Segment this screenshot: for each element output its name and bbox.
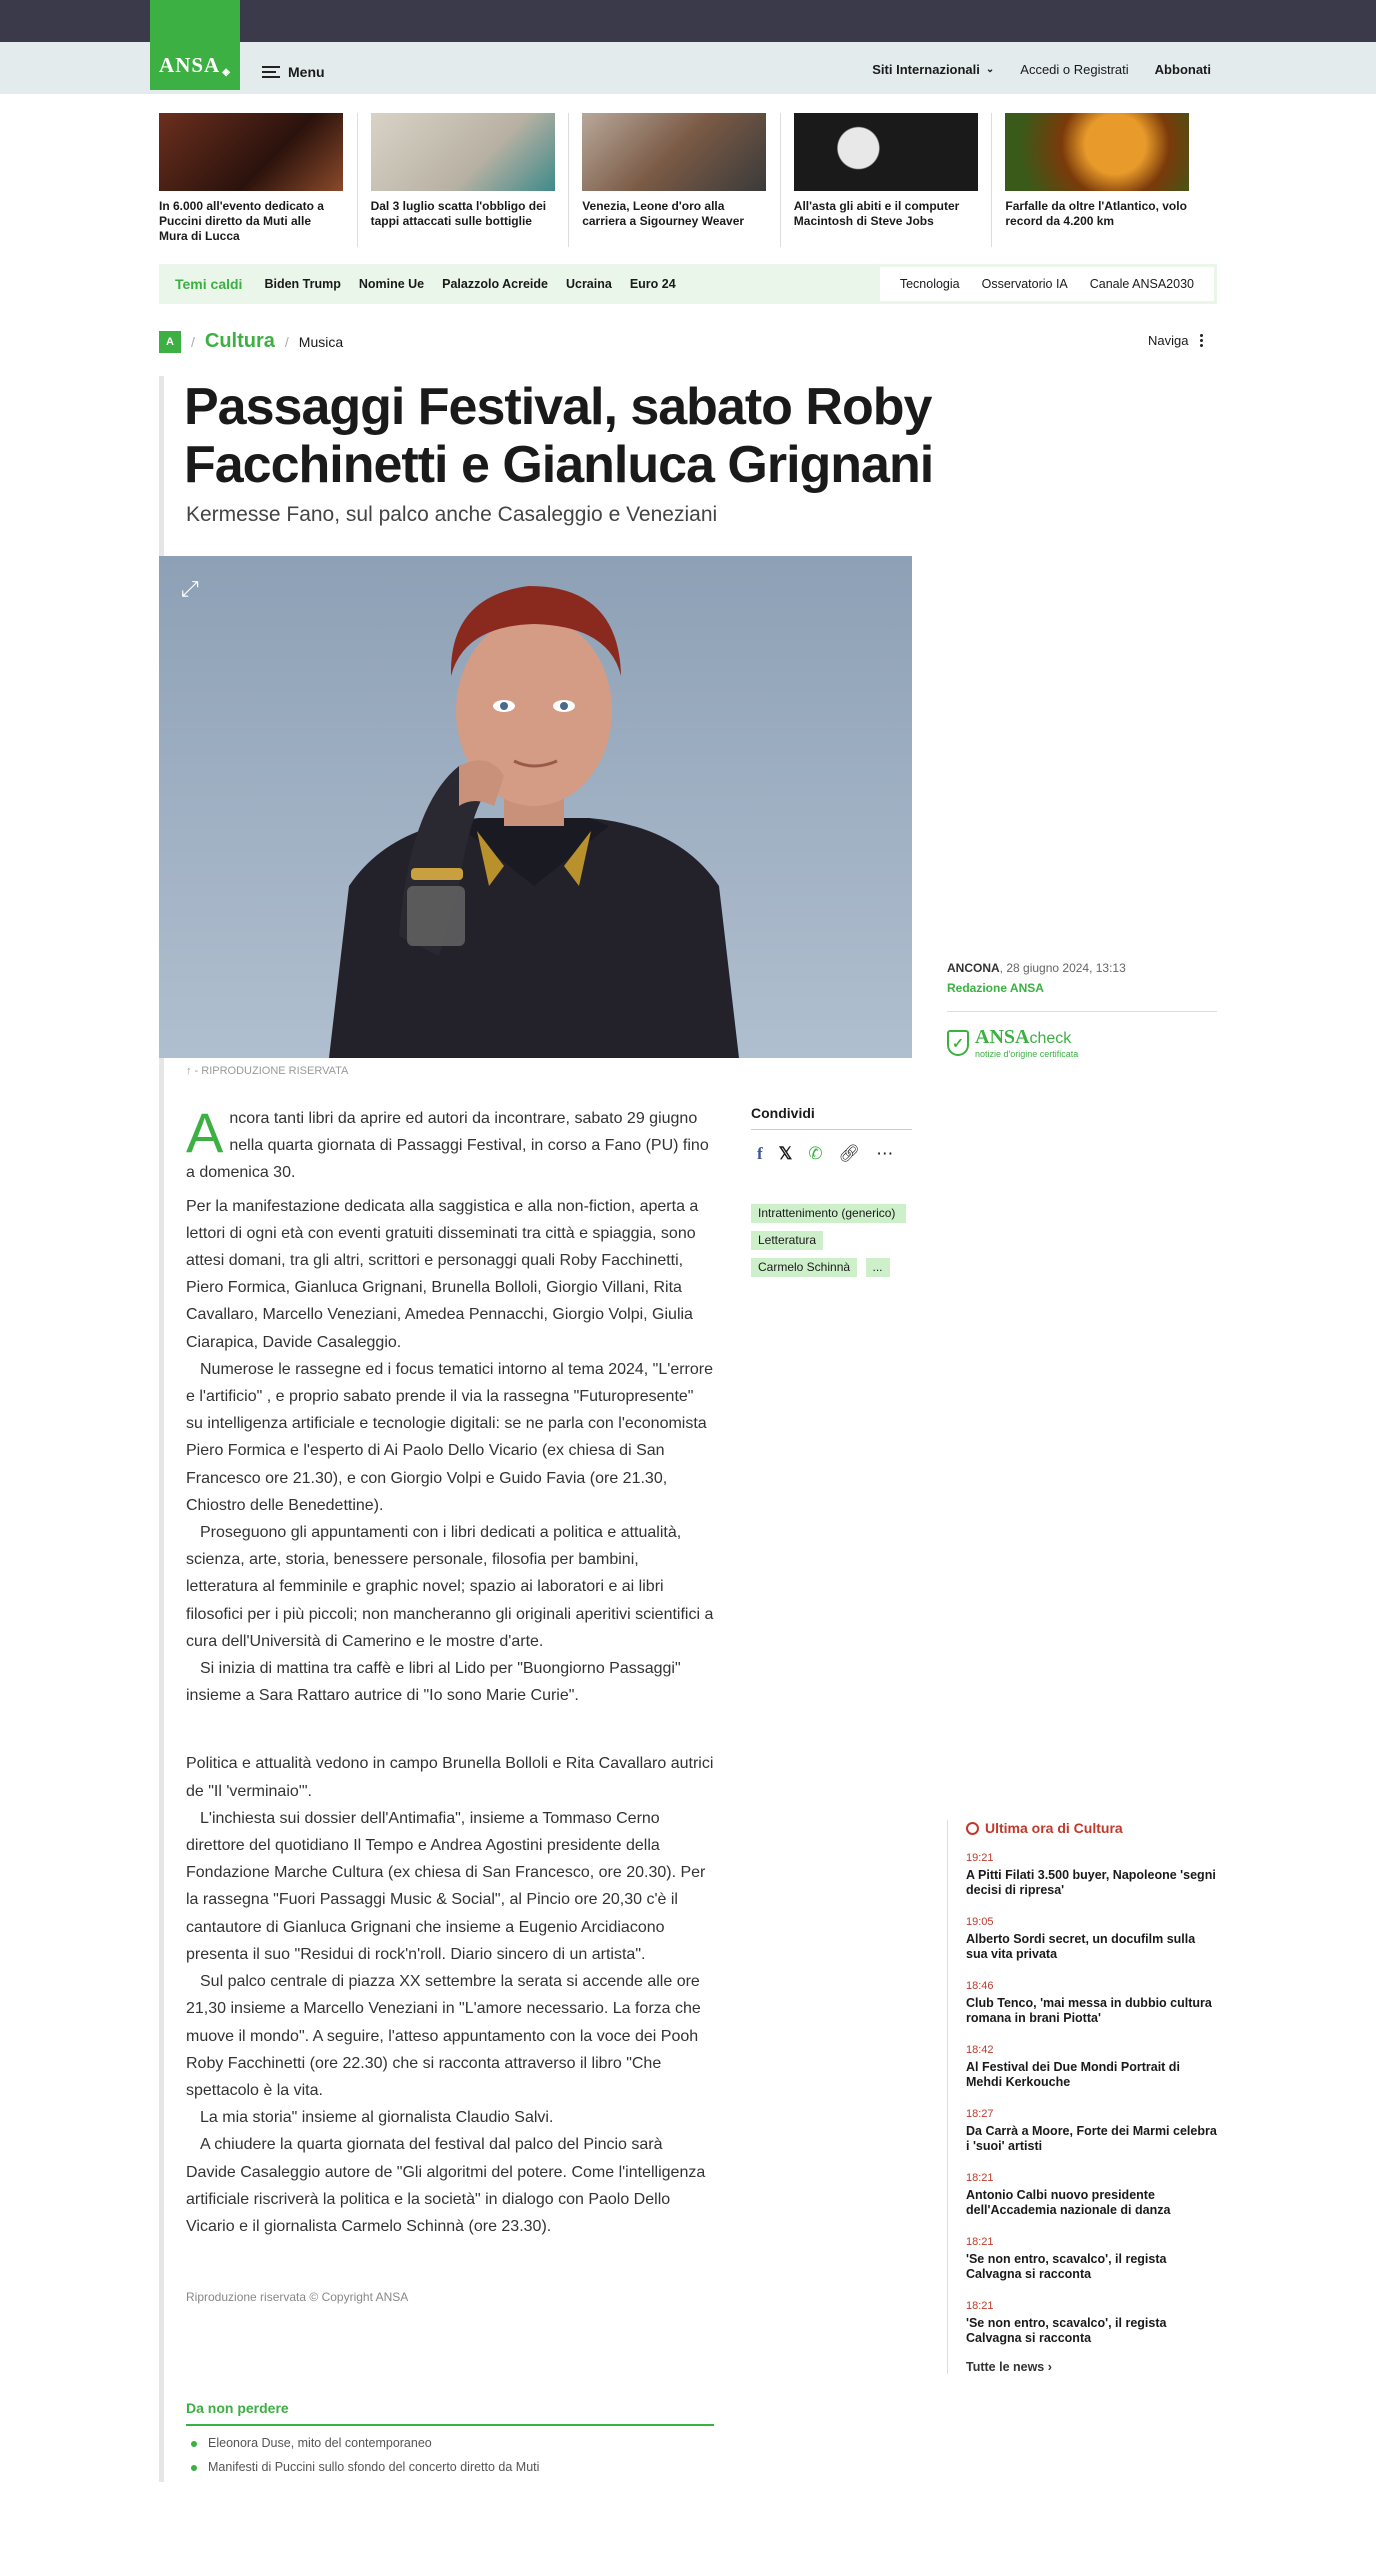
hot-topic-link[interactable]: Nomine Ue (358, 277, 425, 291)
article-photo[interactable] (159, 556, 912, 1058)
da-non-perdere-title: Da non perdere (186, 2400, 714, 2426)
news-title: Al Festival dei Due Mondi Portrait di Mehdi Kerkouche (966, 2060, 1180, 2089)
paragraph: L'inchiesta sui dossier dell'Antimafia", insieme a Tommaso Cerno direttore del quotidiano Il Tempo e Andrea Agostini presidente della Fondazione Marche Cultura (ex chiesa di San Francesco, ore 20.30). Per la rassegna "Fuori Passaggi Music & Social", al Pincio ore 20,30 c'è il cantautore di Gianluca Grignani che insieme a Eugenio Arcidiacono presenta il suo "Residui di rock'n'roll. Diario sincero di un artista". (186, 1809, 706, 1963)
da-non-perdere (186, 2400, 714, 2474)
list-item[interactable]: Manifesti di Puccini sullo sfondo del concerto diretto da Muti (186, 2460, 714, 2474)
ultima-ora-title: Ultima ora di Cultura (966, 1820, 1217, 1836)
breadcrumb (159, 330, 343, 353)
tag-chip[interactable]: Letteratura (751, 1231, 823, 1250)
news-item[interactable] (966, 2300, 1217, 2346)
news-title: Antonio Calbi nuovo presidente dell'Accademia nazionale di danza (966, 2188, 1171, 2217)
news-title: Club Tenco, 'mai messa in dubbio cultura romana in brani Piotta' (966, 1996, 1212, 2025)
paragraph: Per la manifestazione dedicata alla saggistica e alla non-fiction, aperta a lettori di ogni età con eventi gratuiti disseminati tra città e spiaggia, sono attesi domani, tra gli altri, scrittori e personaggi quali Roby Facchinetti, Piero Formica, Gianluca Grignani, Brunella Bolloli, Giorgio Villani, Rita Cavallaro, Marcello Veneziani, Amedea Pennacchi, Giorgio Volpi, Giulia Ciarapica, Davide Casaleggio. (186, 1197, 699, 1351)
paragraph: Si inizia di mattina tra caffè e libri al Lido per "Buongiorno Passaggi" insieme a Sara Rattaro autrice di "Io sono Marie Curie". (186, 1660, 681, 1705)
news-time: 18:21 (966, 2172, 994, 2184)
kebab-icon (1200, 334, 1203, 347)
news-title: Da Carrà a Moore, Forte dei Marmi celebra i 'suoi' artisti (966, 2124, 1217, 2153)
news-time: 18:42 (966, 2044, 994, 2056)
hot-topics-bar (159, 264, 1217, 304)
news-item[interactable] (966, 1852, 1217, 1898)
location: ANCONA (947, 961, 1000, 975)
breadcrumb-subsection[interactable]: Musica (298, 333, 344, 350)
divider (947, 1011, 1217, 1012)
menu-button[interactable] (262, 64, 325, 80)
story-caption: Farfalle da oltre l'Atlantico, volo record da 4.200 km (1005, 199, 1187, 228)
check-tagline: notizie d'origine certificata (975, 1049, 1079, 1059)
x-icon[interactable]: 𝕏 (778, 1144, 793, 1163)
story-caption: Dal 3 luglio scatta l'obbligo dei tappi attaccati sulle bottiglie (370, 199, 547, 228)
separator: / (191, 333, 195, 350)
menu-label: Menu (288, 64, 325, 80)
ansa-check-badge[interactable] (947, 1027, 1078, 1059)
hot-topic-link[interactable]: Palazzolo Acreide (442, 277, 548, 291)
news-item[interactable] (966, 1916, 1217, 1962)
hot-topic-link[interactable]: Euro 24 (629, 277, 676, 291)
whatsapp-icon[interactable]: ✆ (808, 1144, 823, 1163)
news-item[interactable] (966, 2236, 1217, 2282)
check-shield-icon: ✓ (947, 1030, 969, 1056)
siti-internazionali-dropdown[interactable] (872, 62, 994, 77)
paragraph: A chiudere la quarta giornata del festival dal palco del Pincio sarà Davide Casaleggio autore de "Gli algoritmi del potere. Come l'intelligenza artificiale riscriverà la politica e la società" in dialogo con Paolo Dello Vicario e il giornalista Carmelo Schinnà (ore 23.30). (186, 2136, 706, 2235)
article-meta (947, 958, 1126, 998)
top-stories (159, 113, 1217, 244)
channel-link[interactable]: Osservatorio IA (981, 277, 1068, 291)
story-card[interactable] (1005, 113, 1217, 244)
paragraph: La mia storia" insieme al giornalista Claudio Salvi. (200, 2109, 554, 2127)
share-title: Condividi (751, 1105, 912, 1130)
paragraph: Politica e attualità vedono in campo Brunella Bolloli e Rita Cavallaro autrici de "Il 'verminaio'". (186, 1755, 714, 1800)
divider (780, 113, 781, 247)
story-caption: All'asta gli abiti e il computer Macintosh di Steve Jobs (793, 199, 960, 228)
chevron-down-icon: ⌄ (985, 64, 995, 75)
channel-link[interactable]: Canale ANSA2030 (1089, 277, 1194, 291)
clock-icon (966, 1822, 979, 1835)
link-icon[interactable]: 🔗︎ (838, 1144, 861, 1163)
share-box (751, 1105, 912, 1164)
ansa-logo[interactable] (150, 0, 240, 90)
logo-mark-icon: ◈ (222, 67, 231, 78)
article-subhead: Kermesse Fano, sul palco anche Casaleggio e Veneziani (186, 503, 718, 526)
story-caption: In 6.000 all'evento dedicato a Puccini diretto da Muti alle Mura di Lucca (159, 199, 324, 243)
story-card[interactable] (794, 113, 1006, 244)
story-thumbnail (371, 113, 555, 191)
story-caption: Venezia, Leone d'oro alla carriera a Sigourney Weaver (582, 199, 745, 228)
logo-text: ANSA (159, 53, 221, 77)
photo-credit: ↑ - RIPRODUZIONE RISERVATA (186, 1065, 349, 1077)
news-item[interactable] (966, 1980, 1217, 2026)
tag-chip[interactable]: Carmelo Schinnà (751, 1258, 857, 1277)
chevron-right-icon: › (1047, 2360, 1052, 2374)
ultima-ora-panel (947, 1820, 1217, 2374)
news-item[interactable] (966, 2172, 1217, 2218)
tags (751, 1204, 912, 1285)
tag-chip[interactable]: Intrattenimento (generico) (751, 1204, 906, 1223)
paragraph: Proseguono gli appuntamenti con i libri dedicati a politica e attualità, scienza, arte, storia, benessere personale, filosofia per bambini, letteratura al femminile e graphic novel; spazio ai laboratori e ai libri filosofici per i più piccoli; non mancheranno gli originali aperitivi scientifici a cura dell'Università di Camerino e le mostre d'arte. (186, 1524, 714, 1650)
divider (568, 113, 569, 247)
news-time: 18:46 (966, 1980, 994, 1992)
copyright-note: Riproduzione riservata © Copyright ANSA (186, 2290, 409, 2304)
date: , 28 giugno 2024, 13:13 (999, 961, 1126, 975)
story-thumbnail (794, 113, 978, 191)
divider (991, 113, 992, 247)
paragraph: Sul palco centrale di piazza XX settembre la serata si accende alle ore 21,30 insieme a Marcello Veneziani in "L'amore necessario. La forza che muove il mondo". A seguire, l'atteso appuntamento con la voce dei Pooh Roby Facchinetti (ore 22.30) che si racconta attraverso il libro "Che spettacolo è la vita. (186, 1973, 701, 2099)
news-title: A Pitti Filati 3.500 buyer, Napoleone 'segni decisi di ripresa' (966, 1868, 1216, 1897)
facebook-icon[interactable]: f (757, 1144, 763, 1163)
login-link[interactable]: Accedi o Registrati (1020, 62, 1129, 77)
list-item[interactable]: Eleonora Duse, mito del contemporaneo (186, 2436, 714, 2450)
story-thumbnail (159, 113, 343, 191)
channel-link[interactable]: Tecnologia (899, 277, 960, 291)
dateline (947, 958, 1126, 978)
drop-cap: A (186, 1101, 224, 1164)
story-card[interactable] (582, 113, 794, 244)
divider (357, 113, 358, 247)
news-title: 'Se non entro, scavalco', il regista Calvagna si racconta (966, 2316, 1167, 2345)
hot-topics-title: Temi caldi (175, 276, 243, 292)
more-icon[interactable]: ⋯ (876, 1144, 894, 1163)
news-time: 19:05 (966, 1916, 994, 1928)
naviga-button[interactable] (1148, 333, 1203, 348)
subscribe-link[interactable]: Abbonati (1154, 62, 1211, 77)
breadcrumb-section[interactable]: Cultura (204, 330, 275, 352)
share-icons (751, 1144, 912, 1164)
story-thumbnail (1005, 113, 1189, 191)
portrait-illustration (159, 556, 912, 1058)
article-body (186, 1101, 714, 2240)
paragraph: Ancora tanti libri da aprire ed autori da incontrare, sabato 29 giugno nella quarta giornata di Passaggi Festival, in corso a Fano (PU) fino a domenica 30. (186, 1101, 709, 1182)
ansa-mini-logo-icon[interactable]: A (159, 331, 181, 353)
naviga-label: Naviga (1148, 333, 1189, 348)
story-card[interactable] (371, 113, 583, 244)
all-news-link[interactable]: Tutte le news › (966, 2360, 1052, 2374)
news-item[interactable] (966, 2108, 1217, 2154)
siti-label: Siti Internazionali (872, 62, 980, 77)
news-time: 18:21 (966, 2300, 994, 2312)
article-headline: Passaggi Festival, sabato Roby Facchinetti e Gianluca Grignani (184, 378, 934, 494)
news-time: 18:27 (966, 2108, 994, 2120)
hot-topics-right (880, 267, 1214, 301)
news-time: 19:21 (966, 1852, 994, 1864)
author[interactable]: Redazione ANSA (947, 981, 1044, 995)
separator: / (284, 333, 289, 350)
check-text (975, 1027, 1078, 1059)
hot-topic-link[interactable]: Ucraina (565, 277, 612, 291)
news-item[interactable] (966, 2044, 1217, 2090)
hamburger-icon (262, 66, 280, 78)
news-title: Alberto Sordi secret, un docufilm sulla sua vita privata (966, 1932, 1196, 1961)
paragraph: Numerose le rassegne ed i focus tematici intorno al tema 2024, "L'errore e l'artificio" , e proprio sabato prende il via la rassegna "Futuropresente" su intelligenza artificiale e tecnologie digitali: se ne parla con l'economista Piero Formica e l'esperto di Ai Paolo Dello Vicario (ex chiesa di San Francesco ore 21.30), e con Giorgio Volpi e Guido Favia (ore 21.30, Chiostro delle Benedettine). (186, 1360, 713, 1514)
news-title: 'Se non entro, scavalco', il regista Calvagna si racconta (966, 2252, 1167, 2281)
tag-chip[interactable]: ... (866, 1258, 890, 1277)
hot-topic-link[interactable]: Biden Trump (264, 277, 341, 291)
story-thumbnail (582, 113, 766, 191)
story-card[interactable] (159, 113, 371, 244)
news-time: 18:21 (966, 2236, 994, 2248)
check-brand: ANSAcheck (975, 1026, 1072, 1048)
expand-icon[interactable]: ⤢ (181, 576, 199, 601)
nav-right (872, 62, 1211, 77)
